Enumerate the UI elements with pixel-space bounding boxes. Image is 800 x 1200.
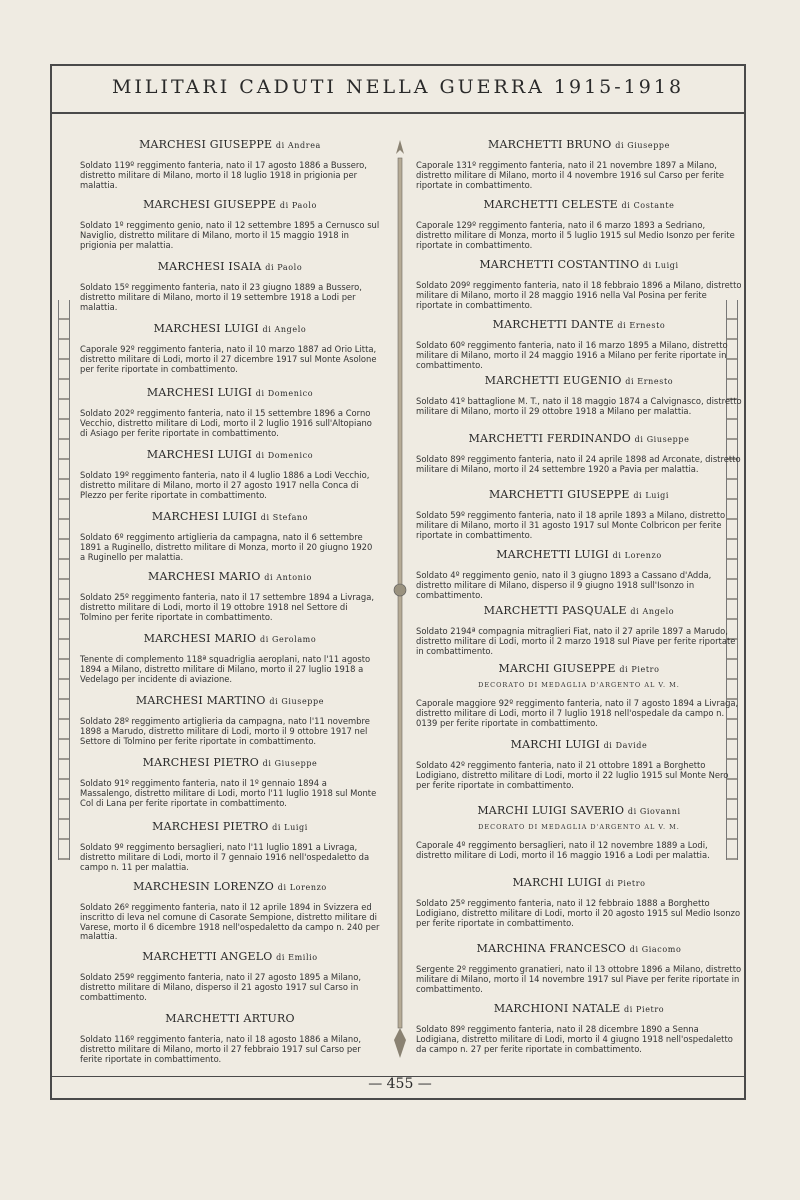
entry-bio: Soldato 60º reggimento fanteria, nato il 16 marzo 1895 a Milano, distretto militare di Milano, morto il 24 maggio 1916 a Milano per ferite riportate in combattimento.	[416, 340, 728, 370]
entry-name: MARCHESI LUIGI	[151, 510, 258, 523]
entry-bio: Soldato 259º reggimento fanteria, nato il 27 agosto 1895 a Milano, distretto militare di Milano, disperso il 21 agosto 1917 sul Carso in combattimento.	[80, 972, 362, 1002]
left-flag-ornament	[48, 300, 78, 860]
entry-name: MARCHETTI BRUNO	[488, 138, 612, 151]
entry-parent: di Luigi	[633, 491, 670, 500]
entry-name: MARCHETTI FERDINANDO	[468, 432, 631, 445]
entry-parent: di Lorenzo	[612, 551, 662, 560]
entry-bio: Soldato 26º reggimento fanteria, nato il 12 aprile 1894 in Svizzera ed inscritto di leva nel comune di Casorate Sempione, distretto militare di Varese, morto il 6 dicembre 1918 nell'ospedaletto da campo n. 240 per malattia.	[80, 902, 380, 942]
entry-name: MARCHESI GIUSEPPE	[143, 198, 277, 211]
entry-bio: Soldato 2194ª compagnia mitraglieri Fiat, nato il 27 aprile 1897 a Marudo, distretto militare di Lodi, morto il 2 marzo 1918 sul Piave per ferite riportate in combattimento.	[416, 626, 736, 656]
entry-name: MARCHESI ISAIA	[157, 260, 262, 273]
entry-parent: di Costante	[621, 201, 675, 210]
entry-name: MARCHI LUIGI	[510, 738, 600, 751]
entry-parent: di Ernesto	[617, 321, 666, 330]
entry-name: MARCHESI MARTINO	[135, 694, 266, 707]
entry-parent: di Angelo	[630, 607, 675, 616]
entry	[80, 950, 380, 1002]
entry	[416, 374, 742, 417]
entry-name: MARCHIONI NATALE	[493, 1002, 621, 1015]
entry-bio: Soldato 6º reggimento artiglieria da campagna, nato il 6 settembre 1891 a Ruginello, distretto militare di Monza, morto il 20 giugno 1920 a Ruginello per malattia.	[80, 532, 373, 562]
entry-bio: Soldato 209º reggimento fanteria, nato il 18 febbraio 1896 a Milano, distretto militare di Milano, morto il 28 maggio 1916 nella Val Posina per ferite riportate in combattimento.	[416, 280, 742, 310]
entry	[80, 260, 380, 312]
entry-name: MARCHESI MARIO	[148, 570, 261, 583]
entry	[416, 804, 742, 861]
entry	[80, 694, 380, 746]
entry-parent: di Davide	[603, 741, 648, 750]
entry-bio: Soldato 42º reggimento fanteria, nato il 21 ottobre 1891 a Borghetto Lodigiano, distretto militare di Lodi, morto il 22 luglio 1915 sul Monte Nero per ferite riportate in combattimento.	[416, 760, 729, 790]
entry	[416, 876, 742, 928]
entry-parent: di Gerolamo	[259, 635, 317, 644]
entry-bio: Soldato 25º reggimento fanteria, nato il 12 febbraio 1888 a Borghetto Lodigiano, distretto militare di Lodi, morto il 20 agosto 1915 sul Medio Isonzo per ferite riportate in combattimento.	[416, 898, 741, 928]
entry	[416, 1002, 742, 1054]
center-flagpole-ornament	[392, 140, 408, 1060]
entry-bio: Soldato 1º reggimento genio, nato il 12 settembre 1895 a Cernusco sul Naviglio, distretto militare di Milano, morto il 15 maggio 1918 in prigionia per malattia.	[80, 220, 380, 250]
entry-parent: di Giuseppe	[262, 759, 318, 768]
entry-parent: di Luigi	[642, 261, 679, 270]
entry	[416, 318, 742, 370]
entry-name: MARCHESI LUIGI	[146, 386, 253, 399]
entry-bio: Caporale 92º reggimento fanteria, nato il 10 marzo 1887 ad Orio Litta, distretto militare di Lodi, morto il 27 dicembre 1917 sul Monte Asolone per ferite riportate in combattimento.	[80, 344, 377, 374]
entry	[416, 662, 742, 728]
entry-name: MARCHETTI GIUSEPPE	[488, 488, 630, 501]
entry	[416, 258, 742, 310]
entry	[80, 448, 380, 500]
entry-bio: Soldato 59º reggimento fanteria, nato il 18 aprile 1893 a Milano, distretto militare di Milano, morto il 31 agosto 1917 sul Monte Colbricon per ferite riportate in combattimento.	[416, 510, 726, 540]
entry-bio: Soldato 41º battaglione M. T., nato il 18 maggio 1874 a Calvignasco, distretto militare di Milano, morto il 29 ottobre 1918 a Milano per malattia.	[416, 396, 742, 416]
entry	[416, 548, 742, 600]
entry	[80, 386, 380, 438]
page-number: — 455 —	[368, 1076, 432, 1092]
entry	[416, 942, 742, 994]
entry-bio: Soldato 89º reggimento fanteria, nato il 28 dicembre 1890 a Senna Lodigiana, distretto militare di Lodi, morto il 4 giugno 1918 nell'ospedaletto da campo n. 27 per ferite riportate in combattimento.	[416, 1024, 733, 1054]
entry-bio: Caporale 129º reggimento fanteria, nato il 6 marzo 1893 a Sedriano, distretto militare di Monza, morto il 5 luglio 1915 sul Medio Isonzo per ferite riportate in combattimento.	[416, 220, 735, 250]
entry-name: MARCHETTI ANGELO	[142, 950, 273, 963]
entry-parent: di Giacomo	[629, 945, 682, 954]
entry	[80, 570, 380, 622]
entry-name: MARCHESIN LORENZO	[133, 880, 275, 893]
entry	[416, 138, 742, 190]
entry-parent: di Domenico	[255, 451, 314, 460]
entry-parent: di Stefano	[260, 513, 309, 522]
entry	[80, 820, 380, 872]
entry-bio: Soldato 89º reggimento fanteria, nato il 24 aprile 1898 ad Arconate, distretto militare di Milano, morto il 24 settembre 1920 a Pavia per malattia.	[416, 454, 741, 474]
entry-parent: di Andrea	[275, 141, 321, 150]
entry-name: MARCHETTI PASQUALE	[483, 604, 627, 617]
entry-parent: di Paolo	[279, 201, 317, 210]
entry	[80, 138, 380, 190]
entry-parent: di Paolo	[265, 263, 303, 272]
entry	[80, 756, 380, 808]
entry-parent: di Giuseppe	[269, 697, 325, 706]
entry	[416, 738, 742, 790]
entry-name: MARCHESI PIETRO	[152, 820, 269, 833]
entry-bio: Caporale 131º reggimento fanteria, nato il 21 novembre 1897 a Milano, distretto militare di Milano, morto il 4 novembre 1916 sul Carso per ferite riportate in combattimento.	[416, 160, 725, 190]
entry-name: MARCHETTI ARTURO	[165, 1012, 295, 1025]
entry-parent: di Domenico	[255, 389, 314, 398]
entry	[80, 632, 380, 684]
entry-bio: Soldato 202º reggimento fanteria, nato il 15 settembre 1896 a Corno Vecchio, distretto militare di Lodi, morto il 2 luglio 1916 sull'Altopiano di Asiago per ferite riportate in combattimento.	[80, 408, 372, 438]
entry	[80, 880, 380, 942]
page-title: MILITARI CADUTI NELLA GUERRA 1915-1918	[111, 76, 685, 98]
entry-name: MARCHETTI EUGENIO	[484, 374, 622, 387]
entry-name: MARCHETTI CELESTE	[483, 198, 618, 211]
entry-parent: di Ernesto	[625, 377, 674, 386]
entry-bio: Soldato 28º reggimento artiglieria da campagna, nato l'11 novembre 1898 a Marudo, distretto militare di Lodi, morto il 9 ottobre 1917 nel Settore di Tolmino per ferite riportate in combattimento.	[80, 716, 370, 746]
entry-bio: Soldato 119º reggimento fanteria, nato il 17 agosto 1886 a Bussero, distretto militare di Milano, morto il 18 luglio 1918 in prigionia per malattia.	[80, 160, 367, 190]
entry-bio: Soldato 116º reggimento fanteria, nato il 18 agosto 1886 a Milano, distretto militare di Milano, morto il 27 febbraio 1917 sul Carso per ferite riportate in combattimento.	[80, 1034, 362, 1064]
entry-bio: Soldato 9º reggimento bersaglieri, nato l'11 luglio 1891 a Livraga, distretto militare di Lodi, morto il 7 gennaio 1916 nell'ospedaletto da campo n. 11 per malattia.	[80, 842, 370, 872]
entry-parent: di Luigi	[272, 823, 308, 832]
entry-bio: Tenente di complemento 118ª squadriglia aeroplani, nato l'11 agosto 1894 a Milano, distretto militare di Milano, morto il 27 luglio 1918 a Vedelago per incidente di aviazione.	[80, 654, 371, 684]
entry-parent: di Pietro	[624, 1005, 665, 1014]
entry	[416, 198, 742, 250]
entry-bio: Caporale maggiore 92º reggimento fanteria, nato il 7 agosto 1894 a Livraga, distretto militare di Lodi, morto il 7 luglio 1918 nell'ospedale da campo n. 0139 per ferite riportate in combattimento.	[416, 698, 739, 728]
entry-parent: di Pietro	[605, 879, 646, 888]
entry-name: MARCHESI LUIGI	[153, 322, 259, 335]
entry-name: MARCHETTI COSTANTINO	[479, 258, 640, 271]
entry-parent: di Lorenzo	[277, 883, 327, 892]
entry-decoration: DECORATO DI MEDAGLIA D'ARGENTO AL V. M.	[478, 681, 680, 689]
entry-parent: di Giuseppe	[615, 141, 670, 150]
entry	[80, 198, 380, 250]
entry-decoration: DECORATO DI MEDAGLIA D'ARGENTO AL V. M.	[478, 823, 680, 831]
entry-name: MARCHINA FRANCESCO	[476, 942, 627, 955]
entry-parent: di Emilio	[276, 953, 318, 962]
entry	[80, 1012, 380, 1064]
entry	[416, 604, 742, 656]
entry-parent: di Pietro	[619, 665, 660, 674]
entry-parent: di Antonio	[264, 573, 312, 582]
entry-bio: Sergente 2º reggimento granatieri, nato il 13 ottobre 1896 a Milano, distretto militare di Milano, morto il 14 novembre 1917 sul Piave per ferite riportate in combattimento.	[416, 964, 742, 994]
entry-bio: Soldato 15º reggimento fanteria, nato il 23 giugno 1889 a Bussero, distretto militare di Milano, morto il 19 settembre 1918 a Lodi per malattia.	[80, 282, 362, 312]
entry	[416, 432, 742, 475]
entry-name: MARCHI GIUSEPPE	[498, 662, 616, 675]
entry	[416, 488, 742, 540]
entry-parent: di Giovanni	[627, 807, 681, 816]
entry-name: MARCHESI GIUSEPPE	[139, 138, 273, 151]
entry-bio: Soldato 25º reggimento fanteria, nato il 17 settembre 1894 a Livraga, distretto militare di Lodi, morto il 19 ottobre 1918 nel Settore di Tolmino per ferite riportate in combattimento.	[80, 592, 374, 622]
entry-name: MARCHESI MARIO	[143, 632, 257, 645]
entry	[80, 322, 380, 374]
entry-bio: Soldato 91º reggimento fanteria, nato il 1º gennaio 1894 a Massalengo, distretto militare di Lodi, morto l'11 luglio 1918 sul Monte Col di Lana per ferite riportate in combattimento.	[80, 778, 377, 808]
entry	[80, 510, 380, 562]
entry-bio: Soldato 19º reggimento fanteria, nato il 4 luglio 1886 a Lodi Vecchio, distretto militare di Milano, morto il 27 agosto 1917 nella Conca di Plezzo per ferite riportate in combattimento.	[80, 470, 370, 500]
entry-name: MARCHESI PIETRO	[142, 756, 259, 769]
entry-name: MARCHI LUIGI SAVERIO	[477, 804, 625, 817]
page-header	[50, 64, 746, 114]
entry-bio: Caporale 4º reggimento bersaglieri, nato il 12 novembre 1889 a Lodi, distretto militare di Lodi, morto il 16 maggio 1916 a Lodi per malattia.	[416, 840, 710, 860]
entry-name: MARCHETTI DANTE	[492, 318, 614, 331]
entry-name: MARCHESI LUIGI	[146, 448, 253, 461]
entry-parent: di Giuseppe	[634, 435, 690, 444]
entry-name: MARCHETTI LUIGI	[496, 548, 609, 561]
entry-name: MARCHI LUIGI	[512, 876, 602, 889]
entry-parent: di Angelo	[262, 325, 307, 334]
entry-bio: Soldato 4º reggimento genio, nato il 3 giugno 1893 a Cassano d'Adda, distretto militare di Milano, disperso il 9 giugno 1918 sull'Isonzo in combattimento.	[416, 570, 712, 600]
